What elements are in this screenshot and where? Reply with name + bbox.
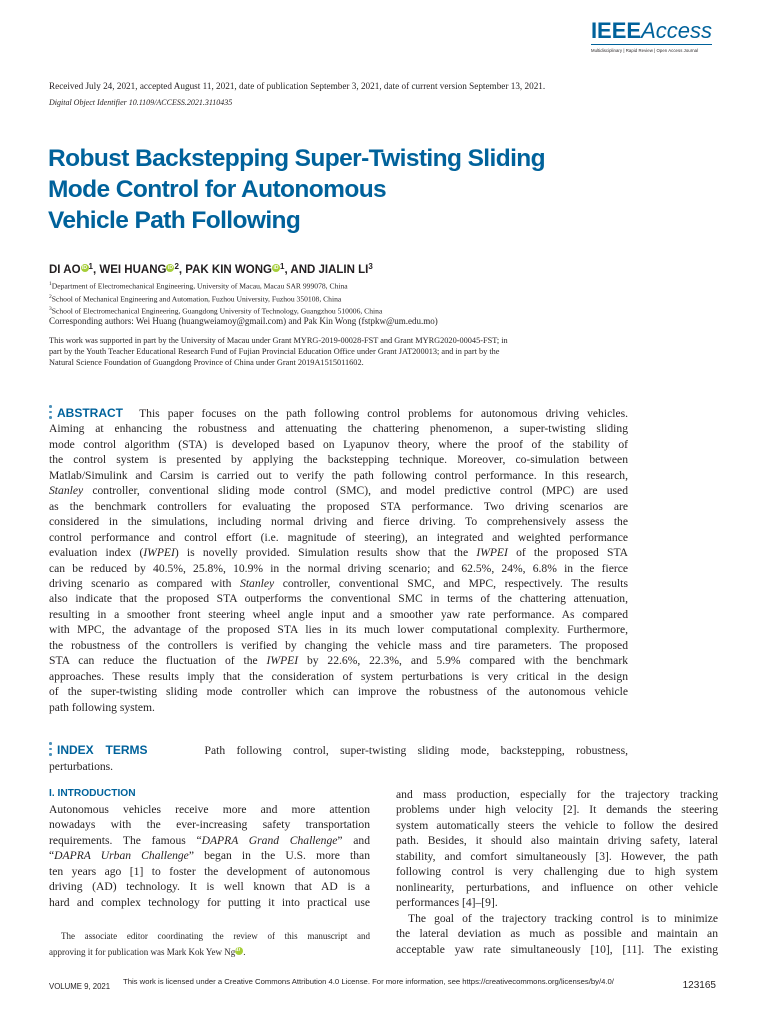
section-heading: I. INTRODUCTION [49,788,136,799]
footer-license[interactable]: This work is licensed under a Creative Commons Attribution 4.0 License. For more information, see https://creativecommons.org/licenses/by/4.0/ [123,977,614,986]
author-name: , PAK KIN WONG [178,264,272,276]
title-line: Vehicle Path Following [48,207,301,234]
author-name: , WEI HUANG [92,264,167,276]
footer-volume: VOLUME 9, 2021 [49,982,111,991]
orcid-icon[interactable]: iD [273,265,279,271]
funding-note: This work was supported in part by the University of Macau under Grant MYRG-2019-00028-FST and Grant MYRG2020-00045-FST; in part by the Youth Teacher Educational Research Fund of Fujian Provincial Education Office under Grant JAT200013; and in part by the Natural Science Foundation of Guangdong Province of China under Grant 2019A1515011602. [49,336,508,368]
orcid-icon[interactable]: iD [82,265,88,271]
author-list [49,262,373,276]
title-line: Mode Control for Autonomous [48,176,387,203]
orcid-icon[interactable]: iD [167,265,173,271]
journal-tagline: Multidisciplinary | Rapid Review | Open Access Journal [590,48,699,53]
intro-right-column: and mass production, especially for the trajectory tracking problems under high velocity [2]. It demands the steering system automatically steers the vehicle to follow the desired path. Besides, it should also maintain driving safety, lateral stability, and comfort simultaneously [3]. However, the path following control is very challenging due to high system nonlinearity, perturbations, and influence on other vehicle performances [4]–[9]. The goal of the trajectory tracking control is to minimize the lateral deviation as much as possible and maintain an acceptable yaw rate simultaneously [10], [11]. The existing [396,788,718,956]
abstract: ABSTRACT This paper focuses on the path following control problems for autonomous driving vehicles. Aiming at enhancing the robustness and attenuating the chattering phenomenon, a super-twisting sliding mode control algorithm (STA) is developed based on Lyapunov theory, where the proof of the stability of the control system is presented by applying the backstepping technique. Moreover, co-simulation between Matlab/Simulink and Carsim is carried out to verify the path following control performance. In this research, Stanley controller, conventional sliding mode control (SMC), and model predictive control (MPC) are used as the benchmark controllers for evaluating the proposed STA performance. Two driving scenarios are considered in the simulations, including normal driving and fierce driving. To comprehensively assess the control performance and control effort (i.e. magnitude of steering), an integrated and weighted performance evaluation index (IWPEI) is novelly provided. Simulation results show that the IWPEI of the proposed STA can be reduced by 40.5%, 25.8%, 10.9% in the normal driving scenario; and 62.5%, 24%, 6.8% in the fierce driving scenario as compared with Stanley controller, conventional SMC, and MPC, respectively. The results also indicate that the proposed STA outperforms the conventional SMC in terms of the chattering attenuation, resulting in a smoother front steering wheel angle input and a smoother yaw rate performance. As compared with MPC, the advantage of the proposed STA lies in its much lower computational complexity. Furthermore, the robustness of the controllers is verified by changing the vehicle mass and tire parameters. The proposed STA can reduce the fluctuation of the IWPEI by 22.6%, 22.3%, and 5.9% compared with the benchmark approaches. These results imply that the consideration of system perturbations is very critical in the design of the super-twisting sliding mode controller which can improve the robustness of the autonomous vehicle path following system. [49,406,628,714]
paper-title [48,143,608,236]
affiliation: $^1$Department of Electromechanical Engineering, University of Macau, Macau SAR 999078, China [49,281,348,291]
index-terms-label: INDEX TERMS [57,743,148,757]
affiliation-marker: 2 [174,262,179,271]
doi[interactable]: Digital Object Identifier 10.1109/ACCESS.2021.3110435 [49,98,233,107]
affiliation-marker: 1 [279,262,285,271]
abstract-label: ABSTRACT [57,406,123,420]
intro-left-column: Autonomous vehicles receive more and more attention nowadays with the ever-increasing safety transportation requirements. The famous “DAPRA Grand Challenge” and “DAPRA Urban Challenge” began in the U.S. more than ten years ago [1] to foster the development of autonomous driving (AD) technology. It is well known that AD is a hard and complex technology for putting it into practical use [49,803,370,909]
affiliation-marker: 1 [88,262,93,271]
index-terms: INDEX TERMS Path following control, super-twisting sliding mode, backstepping, robustness, perturbations. [49,743,628,773]
affiliation: $^3$School of Electromechanical Engineering, Guangdong University of Technology, Guangzhou 510006, China [49,306,383,316]
affiliation-marker: 3 [368,262,373,271]
affiliations [49,279,382,317]
editor-footnote: The associate editor coordinating the review of this manuscript and approving it for publication was Mark Kok Yew NgiD . [49,931,370,957]
journal-logo [591,20,712,53]
logo-rule [591,44,712,45]
orcid-icon[interactable]: iD [235,947,243,955]
journal-brand: IEEEAccess [590,18,712,43]
author-name: DI AO [49,264,81,276]
received-dates: Received July 24, 2021, accepted August 11, 2021, date of publication September 3, 2021, date of current version September 13, 2021. [49,81,546,91]
page-number: 123165 [682,980,716,991]
affiliation: $^2$School of Mechanical Engineering and Automation, Fuzhou University, Fuzhou 350108, China [49,293,342,304]
corresponding-authors: Corresponding authors: Wei Huang (huangweiamoy@gmail.com) and Pak Kin Wong (fstpkw@um.edu.mo) [49,316,438,326]
title-line: Robust Backstepping Super-Twisting Sliding [48,145,546,172]
author-name: , AND JIALIN LI [284,264,369,276]
